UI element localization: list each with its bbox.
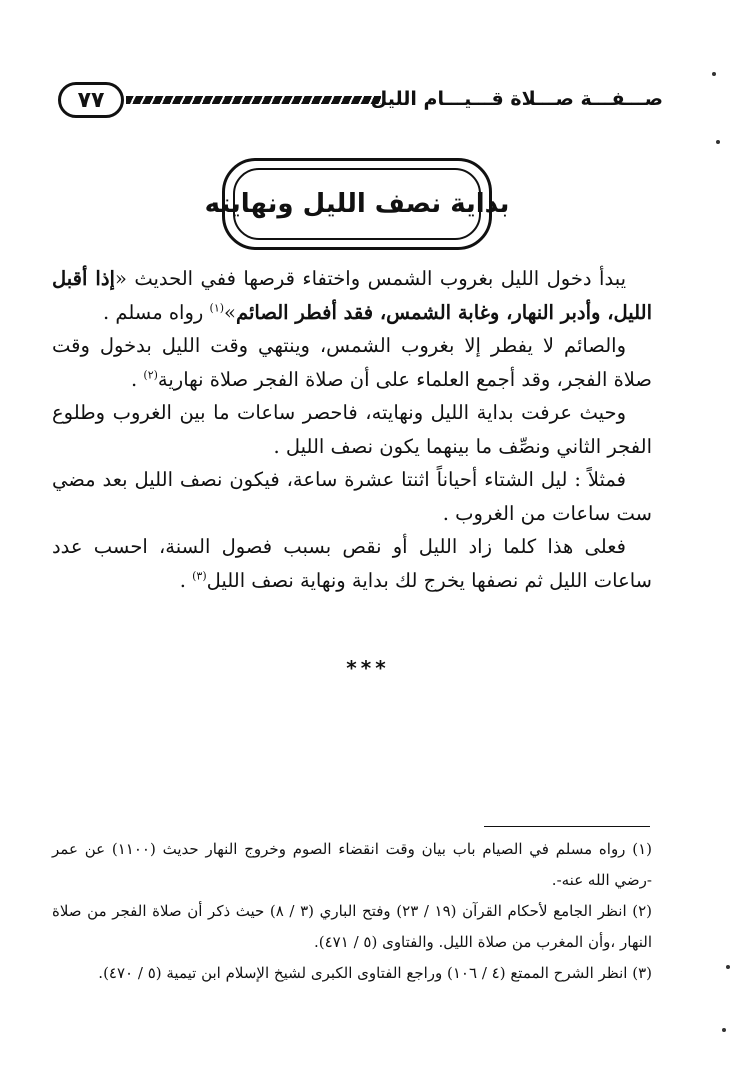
paragraph-5 [52, 530, 652, 597]
paragraph-1-source: رواه مسلم . [102, 300, 210, 324]
footnote-ref-1: (١) [209, 301, 225, 314]
paragraph-3: وحيث عرفت بداية الليل ونهايته، فاحصر ساعات ما بين الغروب وطلوع الفجر الثاني ونصِّف ما بينهما يكون نصف الليل . [52, 401, 652, 458]
footnote-divider [484, 826, 650, 827]
paragraph-2-text: والصائم لا يفطر إلا بغروب الشمس، وينتهي وقت الليل بدخول وقت صلاة الفجر، وقد أجمع العلماء على أن صلاة الفجر صلاة نهارية [52, 334, 652, 391]
footnote-3: (٣) انظر الشرح الممتع (٤ / ١٠٦) وراجع الفتاوى الكبرى لشيخ الإسلام ابن تيمية (٥ / ٤٧٠). [98, 964, 652, 982]
section-separator: *** [346, 656, 390, 680]
header-ornament-rule [126, 96, 381, 104]
footnote-1: (١) رواه مسلم في الصيام باب بيان وقت انقضاء الصوم وخروج النهار حديث (١١٠٠) عن عمر -رضي الله عنه-. [52, 840, 652, 889]
paragraph-2 [52, 329, 652, 396]
paragraph-5-text: فعلى هذا كلما زاد الليل أو نقص بسبب فصول السنة، احسب عدد ساعات الليل ثم نصفها يخرج لك بداية ونهاية نصف الليل [52, 535, 652, 592]
scan-speck [726, 965, 730, 969]
paragraph-4: فمثلاً : ليل الشتاء أحياناً اثنتا عشرة ساعة، فيكون نصف الليل بعد مضي ست ساعات من الغروب . [52, 468, 652, 525]
hadith-quote: إذا أقبل الليل، وأدبر النهار، وغابة الشمس، فقد أفطر الصائم [52, 267, 652, 324]
quote-close: » [224, 300, 236, 324]
footnote-ref-2: (٢) [143, 368, 158, 381]
paragraph-1-text: يبدأ دخول الليل بغروب الشمس واختفاء قرصها ففي الحديث « [114, 267, 627, 290]
paragraph-1 [52, 262, 652, 329]
section-title-inner-frame [204, 168, 510, 240]
paragraph-5-end: . [179, 568, 193, 592]
scan-speck [722, 1028, 726, 1032]
scan-speck [712, 72, 716, 76]
section-title: بداية نصف الليل ونهايته [204, 189, 510, 219]
body-text [52, 262, 652, 597]
page-header [58, 82, 663, 122]
footnotes [52, 834, 652, 989]
running-head: صـــفـــة صـــلاة قـــيـــام الليل [370, 88, 663, 110]
paragraph-2-end: . [130, 367, 144, 391]
section-title-frame [204, 158, 510, 250]
footnote-2: (٢) انظر الجامع لأحكام القرآن (١٩ / ٢٣) وفتح الباري (٣ / ٨) حيث ذكر أن صلاة الفجر من صلاة النهار ،وأن المغرب من صلاة الليل. والفتاوى (٥ / ٤٧١). [52, 902, 653, 951]
scan-speck [716, 140, 720, 144]
page-number: ٧٧ [58, 82, 124, 118]
footnote-ref-3: (٣) [192, 569, 207, 582]
